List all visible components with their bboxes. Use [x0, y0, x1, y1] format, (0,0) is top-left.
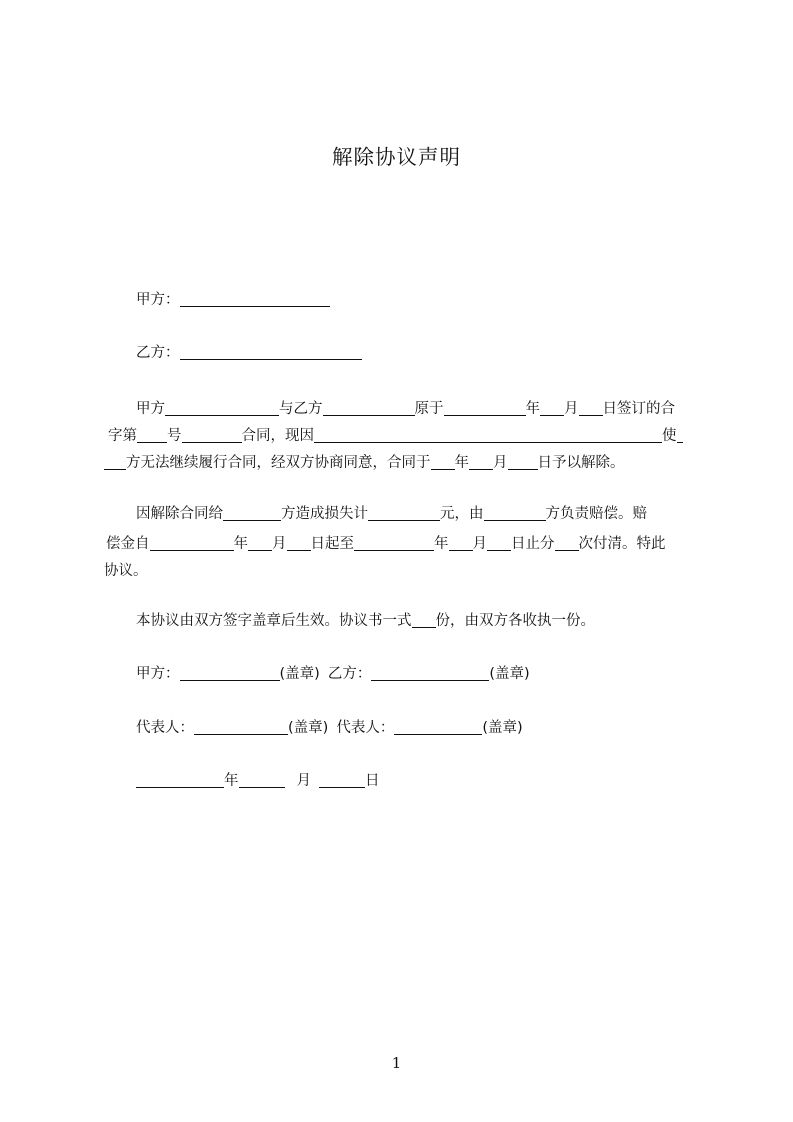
text: 与乙方: [279, 401, 323, 417]
text: 本协议由双方签字盖章后生效。协议书一式: [136, 613, 412, 629]
party-a-sign-label: 甲方：: [136, 666, 180, 682]
party-a-sign-blank[interactable]: [180, 664, 280, 681]
year-label: 年: [224, 773, 239, 789]
party-b-label: 乙方：: [136, 345, 180, 361]
text: 次付清。特此: [578, 536, 666, 552]
blank[interactable]: [323, 399, 415, 416]
party-a-line: [136, 287, 736, 313]
text: 年: [454, 455, 469, 471]
blank[interactable]: [579, 399, 603, 416]
para2-line2: [106, 531, 706, 557]
blank[interactable]: [248, 534, 272, 551]
text: 因解除合同给: [136, 506, 223, 522]
text: 使: [662, 428, 677, 444]
text: 年: [434, 536, 449, 552]
year-blank[interactable]: [136, 771, 224, 788]
text: 日予以解除。: [537, 455, 625, 471]
para2-line3: [104, 558, 704, 584]
text: 份，由双方各收执一份。: [435, 613, 595, 629]
signature-parties-line: [136, 661, 736, 687]
party-a-blank[interactable]: [180, 290, 330, 307]
party-a-label: 甲方：: [136, 292, 180, 308]
blank[interactable]: [469, 453, 493, 470]
page-title: 解除协议声明: [332, 145, 461, 169]
text: 合同，现因: [241, 428, 314, 444]
page-number: 1: [391, 1054, 402, 1072]
day-blank[interactable]: [319, 771, 365, 788]
blank[interactable]: [354, 534, 434, 551]
text: 字第: [108, 428, 137, 444]
party-b-sign-blank[interactable]: [371, 664, 489, 681]
text: 偿金自: [106, 536, 150, 552]
text: 年: [525, 401, 540, 417]
text: 方造成损失计: [281, 506, 368, 522]
blank[interactable]: [484, 504, 546, 521]
para2-line1: [136, 501, 736, 527]
date-line: [136, 768, 736, 794]
text: 月: [272, 536, 287, 552]
text: 甲方: [136, 401, 165, 417]
day-label: 日: [365, 773, 380, 789]
party-b-sign-label: 乙方：: [327, 666, 372, 682]
text: 方无法继续履行合同，经双方协商同意，合同于: [126, 455, 431, 471]
rep-a-label: 代表人：: [136, 720, 194, 736]
para1-line3: [104, 450, 704, 476]
seal-label: (盖章): [489, 666, 530, 682]
blank[interactable]: [412, 611, 436, 628]
blank[interactable]: [368, 504, 440, 521]
blank[interactable]: [487, 534, 511, 551]
blank[interactable]: [150, 534, 234, 551]
text: 月: [493, 455, 508, 471]
rep-b-label: 代表人：: [336, 720, 395, 736]
text: 协议。: [104, 563, 148, 579]
signature-representatives-line: [136, 715, 736, 741]
blank[interactable]: [449, 534, 473, 551]
blank[interactable]: [431, 453, 455, 470]
blank[interactable]: [677, 426, 683, 443]
text: 号: [167, 428, 182, 444]
blank[interactable]: [508, 453, 538, 470]
text: 月: [472, 536, 487, 552]
blank[interactable]: [137, 426, 167, 443]
blank[interactable]: [165, 399, 279, 416]
text: 方负责赔偿。赔: [545, 506, 647, 522]
rep-b-blank[interactable]: [394, 718, 482, 735]
party-b-line: [136, 340, 736, 366]
blank[interactable]: [555, 534, 579, 551]
text: 日起至: [310, 536, 354, 552]
month-blank[interactable]: [239, 771, 285, 788]
seal-label: (盖章): [288, 720, 329, 736]
para3-line: [136, 608, 736, 634]
text: 年: [233, 536, 248, 552]
rep-a-blank[interactable]: [194, 718, 288, 735]
blank[interactable]: [104, 453, 126, 470]
text: 月: [564, 401, 579, 417]
text: 日签订的合: [602, 401, 675, 417]
text: 元，由: [440, 506, 484, 522]
blank[interactable]: [444, 399, 526, 416]
blank[interactable]: [182, 426, 242, 443]
para1-line1: [136, 396, 736, 422]
month-label: 月: [296, 773, 311, 789]
text: 原于: [414, 401, 444, 417]
blank[interactable]: [540, 399, 564, 416]
blank[interactable]: [287, 534, 311, 551]
para1-line2: [108, 423, 708, 449]
party-b-blank[interactable]: [180, 343, 362, 360]
text: 日止分: [511, 536, 555, 552]
seal-label: (盖章): [482, 720, 523, 736]
seal-label: (盖章): [279, 666, 320, 682]
blank[interactable]: [223, 504, 281, 521]
blank[interactable]: [314, 426, 662, 443]
